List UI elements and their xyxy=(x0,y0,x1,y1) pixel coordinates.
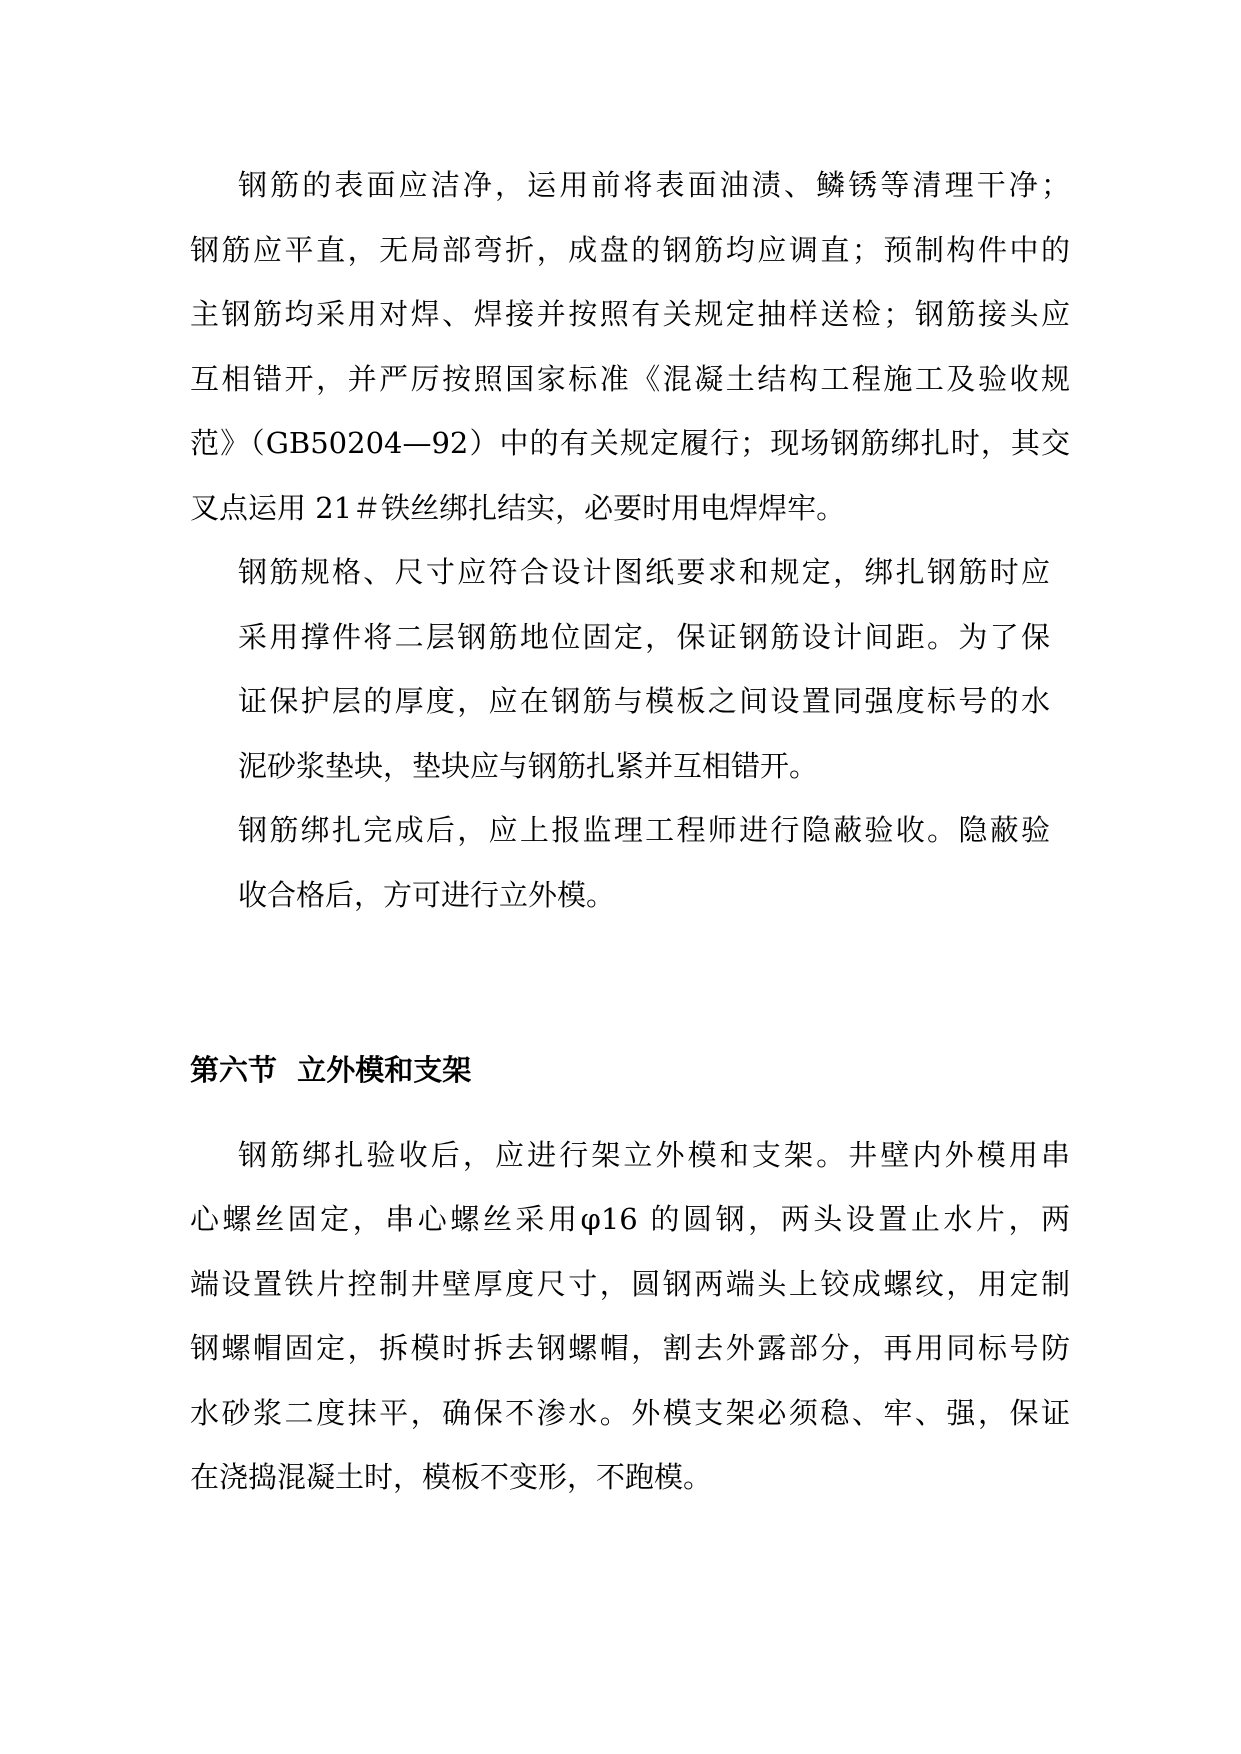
paragraph-1-line-6: 叉点运用 21＃铁丝绑扎结实，必要时用电焊焊牢。 xyxy=(190,491,846,525)
paragraph-1-line-2: 钢筋应平直，无局部弯折，成盘的钢筋均应调直；预制构件中的 xyxy=(190,233,1070,267)
paragraph-2-line-3: 证保护层的厚度，应在钢筋与模板之间设置同强度标号的水 xyxy=(238,684,1050,718)
section-line-4: 钢螺帽固定，拆模时拆去钢螺帽，割去外露部分，再用同标号防 xyxy=(190,1331,1070,1365)
paragraph-1-line-3: 主钢筋均采用对焊、焊接并按照有关规定抽样送检；钢筋接头应 xyxy=(190,297,1070,331)
paragraph-3-line-2: 收合格后，方可进行立外模。 xyxy=(238,878,616,912)
section-line-2: 心螺丝固定，串心螺丝采用φ16 的圆钢，两头设置止水片，两 xyxy=(190,1202,1070,1236)
section-line-5: 水砂浆二度抹平，确保不渗水。外模支架必须稳、牢、强，保证 xyxy=(190,1396,1070,1430)
section-heading: 第六节 立外模和支架 xyxy=(190,1053,472,1087)
paragraph-1-line-5: 范》（GB50204—92）中的有关规定履行；现场钢筋绑扎时，其交 xyxy=(190,426,1070,460)
paragraph-3-line-1: 钢筋绑扎完成后，应上报监理工程师进行隐蔽验收。隐蔽验 xyxy=(238,813,1050,847)
section-line-1: 钢筋绑扎验收后，应进行架立外模和支架。井壁内外模用串 xyxy=(238,1138,1070,1172)
paragraph-2-line-1: 钢筋规格、尺寸应符合设计图纸要求和规定，绑扎钢筋时应 xyxy=(238,555,1050,589)
paragraph-1-line-4: 互相错开，并严厉按照国家标准《混凝土结构工程施工及验收规 xyxy=(190,362,1070,396)
section-line-6: 在浇捣混凝土时，模板不变形，不跑模。 xyxy=(190,1460,713,1494)
section-line-3: 端设置铁片控制井壁厚度尺寸，圆钢两端头上铰成螺纹，用定制 xyxy=(190,1267,1070,1301)
paragraph-2-line-2: 采用撑件将二层钢筋地位固定，保证钢筋设计间距。为了保 xyxy=(238,620,1050,654)
paragraph-2-line-4: 泥砂浆垫块，垫块应与钢筋扎紧并互相错开。 xyxy=(238,749,819,783)
paragraph-1-line-1: 钢筋的表面应洁净，运用前将表面油渍、鳞锈等清理干净； xyxy=(238,168,1070,202)
